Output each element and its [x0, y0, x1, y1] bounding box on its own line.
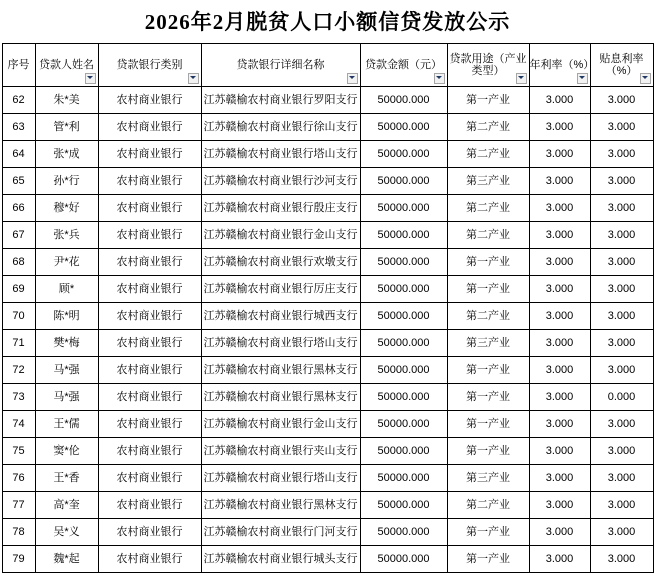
cell-annual-rate: 3.000 [529, 114, 590, 141]
cell-loan-amount: 50000.000 [360, 141, 447, 168]
cell-bank-name: 江苏赣榆农村商业银行黑林支行 [201, 357, 360, 384]
filter-dropdown-icon[interactable] [188, 73, 199, 84]
cell-annual-rate: 3.000 [529, 330, 590, 357]
cell-annual-rate: 3.000 [529, 168, 590, 195]
cell-annual-rate: 3.000 [529, 438, 590, 465]
cell-bank-category: 农村商业银行 [98, 492, 201, 519]
cell-seq: 75 [2, 438, 35, 465]
cell-borrower-name: 朱*美 [35, 87, 98, 114]
cell-bank-name: 江苏赣榆农村商业银行徐山支行 [201, 114, 360, 141]
cell-subsidy-rate: 3.000 [590, 276, 653, 303]
column-header-subsidy-rate: 贴息利率（%） [590, 44, 653, 87]
cell-loan-purpose: 第二产业 [447, 222, 529, 249]
cell-annual-rate: 3.000 [529, 384, 590, 411]
cell-seq: 77 [2, 492, 35, 519]
cell-loan-purpose: 第二产业 [447, 303, 529, 330]
filter-dropdown-icon[interactable] [85, 73, 96, 84]
cell-annual-rate: 3.000 [529, 249, 590, 276]
cell-seq: 63 [2, 114, 35, 141]
cell-annual-rate: 3.000 [529, 87, 590, 114]
cell-annual-rate: 3.000 [529, 546, 590, 573]
cell-loan-purpose: 第三产业 [447, 465, 529, 492]
cell-loan-amount: 50000.000 [360, 195, 447, 222]
cell-loan-purpose: 第一产业 [447, 384, 529, 411]
cell-borrower-name: 顾* [35, 276, 98, 303]
cell-bank-category: 农村商业银行 [98, 519, 201, 546]
cell-loan-amount: 50000.000 [360, 438, 447, 465]
cell-borrower-name: 王*香 [35, 465, 98, 492]
table-row [2, 222, 653, 249]
cell-loan-amount: 50000.000 [360, 303, 447, 330]
table-row [2, 465, 653, 492]
cell-subsidy-rate: 3.000 [590, 141, 653, 168]
column-header-bank-name: 贷款银行详细名称 [201, 44, 360, 87]
column-header-loan-amount: 贷款金额（元） [360, 44, 447, 87]
filter-dropdown-icon[interactable] [577, 73, 588, 84]
cell-loan-purpose: 第一产业 [447, 249, 529, 276]
table-row [2, 87, 653, 114]
cell-bank-name: 江苏赣榆农村商业银行塔山支行 [201, 465, 360, 492]
cell-annual-rate: 3.000 [529, 465, 590, 492]
cell-loan-amount: 50000.000 [360, 114, 447, 141]
cell-loan-amount: 50000.000 [360, 330, 447, 357]
cell-loan-purpose: 第一产业 [447, 276, 529, 303]
cell-seq: 62 [2, 87, 35, 114]
cell-loan-amount: 50000.000 [360, 357, 447, 384]
filter-dropdown-icon[interactable] [516, 73, 527, 84]
cell-annual-rate: 3.000 [529, 411, 590, 438]
table-row [2, 168, 653, 195]
table-row [2, 141, 653, 168]
table-row [2, 384, 653, 411]
loan-disbursement-table [2, 43, 654, 573]
cell-seq: 69 [2, 276, 35, 303]
cell-borrower-name: 尹*花 [35, 249, 98, 276]
cell-subsidy-rate: 3.000 [590, 546, 653, 573]
cell-seq: 71 [2, 330, 35, 357]
cell-subsidy-rate: 3.000 [590, 168, 653, 195]
column-header-seq: 序号 [2, 44, 35, 87]
cell-borrower-name: 樊*梅 [35, 330, 98, 357]
cell-loan-amount: 50000.000 [360, 519, 447, 546]
table-row [2, 492, 653, 519]
cell-loan-purpose: 第二产业 [447, 492, 529, 519]
cell-loan-amount: 50000.000 [360, 546, 447, 573]
table-row [2, 357, 653, 384]
chevron-down-icon [518, 76, 524, 79]
cell-loan-purpose: 第一产业 [447, 87, 529, 114]
cell-bank-category: 农村商业银行 [98, 249, 201, 276]
cell-seq: 70 [2, 303, 35, 330]
cell-borrower-name: 穆*好 [35, 195, 98, 222]
cell-loan-amount: 50000.000 [360, 249, 447, 276]
column-header-annual-rate: 年利率（%） [529, 44, 590, 87]
cell-loan-amount: 50000.000 [360, 276, 447, 303]
cell-subsidy-rate: 3.000 [590, 492, 653, 519]
cell-bank-name: 江苏赣榆农村商业银行城西支行 [201, 303, 360, 330]
cell-seq: 73 [2, 384, 35, 411]
cell-loan-amount: 50000.000 [360, 384, 447, 411]
cell-bank-name: 江苏赣榆农村商业银行门河支行 [201, 519, 360, 546]
cell-borrower-name: 陈*明 [35, 303, 98, 330]
cell-loan-purpose: 第二产业 [447, 195, 529, 222]
cell-subsidy-rate: 3.000 [590, 222, 653, 249]
table-row [2, 195, 653, 222]
cell-bank-category: 农村商业银行 [98, 303, 201, 330]
chevron-down-icon [87, 76, 93, 79]
cell-annual-rate: 3.000 [529, 492, 590, 519]
cell-bank-name: 江苏赣榆农村商业银行塔山支行 [201, 141, 360, 168]
cell-annual-rate: 3.000 [529, 519, 590, 546]
cell-subsidy-rate: 3.000 [590, 411, 653, 438]
cell-seq: 78 [2, 519, 35, 546]
filter-dropdown-icon[interactable] [640, 73, 651, 84]
cell-bank-name: 江苏赣榆农村商业银行殷庄支行 [201, 195, 360, 222]
table-row [2, 303, 653, 330]
cell-borrower-name: 王*儒 [35, 411, 98, 438]
cell-loan-purpose: 第一产业 [447, 546, 529, 573]
cell-borrower-name: 马*强 [35, 357, 98, 384]
cell-loan-purpose: 第一产业 [447, 438, 529, 465]
chevron-down-icon [349, 76, 355, 79]
cell-subsidy-rate: 3.000 [590, 519, 653, 546]
table-row [2, 276, 653, 303]
cell-annual-rate: 3.000 [529, 195, 590, 222]
cell-bank-name: 江苏赣榆农村商业银行厉庄支行 [201, 276, 360, 303]
chevron-down-icon [190, 76, 196, 79]
cell-loan-purpose: 第一产业 [447, 411, 529, 438]
cell-bank-name: 江苏赣榆农村商业银行罗阳支行 [201, 87, 360, 114]
cell-subsidy-rate: 3.000 [590, 303, 653, 330]
cell-seq: 74 [2, 411, 35, 438]
cell-subsidy-rate: 0.000 [590, 384, 653, 411]
cell-subsidy-rate: 3.000 [590, 330, 653, 357]
chevron-down-icon [642, 76, 648, 79]
cell-subsidy-rate: 3.000 [590, 357, 653, 384]
cell-borrower-name: 张*成 [35, 141, 98, 168]
cell-bank-name: 江苏赣榆农村商业银行夹山支行 [201, 438, 360, 465]
cell-bank-name: 江苏赣榆农村商业银行黑林支行 [201, 492, 360, 519]
cell-seq: 72 [2, 357, 35, 384]
cell-loan-amount: 50000.000 [360, 87, 447, 114]
table-row [2, 114, 653, 141]
cell-seq: 66 [2, 195, 35, 222]
cell-bank-category: 农村商业银行 [98, 411, 201, 438]
cell-bank-category: 农村商业银行 [98, 546, 201, 573]
table-row [2, 330, 653, 357]
cell-loan-amount: 50000.000 [360, 168, 447, 195]
cell-bank-category: 农村商业银行 [98, 276, 201, 303]
cell-bank-category: 农村商业银行 [98, 384, 201, 411]
table-row [2, 546, 653, 573]
chevron-down-icon [436, 76, 442, 79]
table-row [2, 519, 653, 546]
table-row [2, 438, 653, 465]
cell-subsidy-rate: 3.000 [590, 114, 653, 141]
cell-loan-amount: 50000.000 [360, 492, 447, 519]
column-header-bank-category: 贷款银行类别 [98, 44, 201, 87]
cell-loan-amount: 50000.000 [360, 222, 447, 249]
cell-bank-category: 农村商业银行 [98, 222, 201, 249]
cell-subsidy-rate: 3.000 [590, 465, 653, 492]
cell-annual-rate: 3.000 [529, 276, 590, 303]
chevron-down-icon [579, 76, 585, 79]
cell-loan-purpose: 第二产业 [447, 114, 529, 141]
cell-bank-category: 农村商业银行 [98, 438, 201, 465]
cell-bank-name: 江苏赣榆农村商业银行金山支行 [201, 411, 360, 438]
cell-subsidy-rate: 3.000 [590, 87, 653, 114]
cell-loan-purpose: 第二产业 [447, 141, 529, 168]
filter-dropdown-icon[interactable] [434, 73, 445, 84]
filter-dropdown-icon[interactable] [347, 73, 358, 84]
cell-borrower-name: 孙*行 [35, 168, 98, 195]
cell-loan-amount: 50000.000 [360, 465, 447, 492]
cell-bank-category: 农村商业银行 [98, 114, 201, 141]
cell-borrower-name: 吴*义 [35, 519, 98, 546]
cell-bank-name: 江苏赣榆农村商业银行沙河支行 [201, 168, 360, 195]
cell-seq: 76 [2, 465, 35, 492]
cell-borrower-name: 魏*起 [35, 546, 98, 573]
page-title: 2026年2月脱贫人口小额信贷发放公示 [144, 10, 511, 34]
cell-subsidy-rate: 3.000 [590, 195, 653, 222]
cell-annual-rate: 3.000 [529, 141, 590, 168]
cell-seq: 79 [2, 546, 35, 573]
cell-loan-amount: 50000.000 [360, 411, 447, 438]
cell-loan-purpose: 第一产业 [447, 357, 529, 384]
table-body [2, 87, 653, 573]
cell-borrower-name: 张*兵 [35, 222, 98, 249]
cell-bank-name: 江苏赣榆农村商业银行塔山支行 [201, 330, 360, 357]
header-row [2, 44, 653, 87]
cell-bank-category: 农村商业银行 [98, 357, 201, 384]
cell-seq: 65 [2, 168, 35, 195]
cell-bank-name: 江苏赣榆农村商业银行黑林支行 [201, 384, 360, 411]
cell-loan-purpose: 第三产业 [447, 168, 529, 195]
column-header-borrower-name: 贷款人姓名 [35, 44, 98, 87]
cell-borrower-name: 管*利 [35, 114, 98, 141]
cell-loan-purpose: 第一产业 [447, 519, 529, 546]
cell-borrower-name: 马*强 [35, 384, 98, 411]
cell-subsidy-rate: 3.000 [590, 438, 653, 465]
cell-bank-name: 江苏赣榆农村商业银行金山支行 [201, 222, 360, 249]
cell-bank-category: 农村商业银行 [98, 168, 201, 195]
cell-borrower-name: 高*奎 [35, 492, 98, 519]
cell-loan-purpose: 第三产业 [447, 330, 529, 357]
cell-bank-category: 农村商业银行 [98, 195, 201, 222]
cell-annual-rate: 3.000 [529, 222, 590, 249]
cell-bank-category: 农村商业银行 [98, 330, 201, 357]
cell-bank-category: 农村商业银行 [98, 87, 201, 114]
cell-seq: 67 [2, 222, 35, 249]
cell-annual-rate: 3.000 [529, 357, 590, 384]
cell-bank-category: 农村商业银行 [98, 465, 201, 492]
table-row [2, 249, 653, 276]
cell-borrower-name: 窦*伦 [35, 438, 98, 465]
cell-subsidy-rate: 3.000 [590, 249, 653, 276]
cell-annual-rate: 3.000 [529, 303, 590, 330]
table-row [2, 411, 653, 438]
cell-bank-name: 江苏赣榆农村商业银行欢墩支行 [201, 249, 360, 276]
cell-seq: 68 [2, 249, 35, 276]
column-header-loan-purpose: 贷款用途（产业类型） [447, 44, 529, 87]
table-header [2, 44, 653, 87]
cell-bank-category: 农村商业银行 [98, 141, 201, 168]
cell-bank-name: 江苏赣榆农村商业银行城头支行 [201, 546, 360, 573]
cell-seq: 64 [2, 141, 35, 168]
